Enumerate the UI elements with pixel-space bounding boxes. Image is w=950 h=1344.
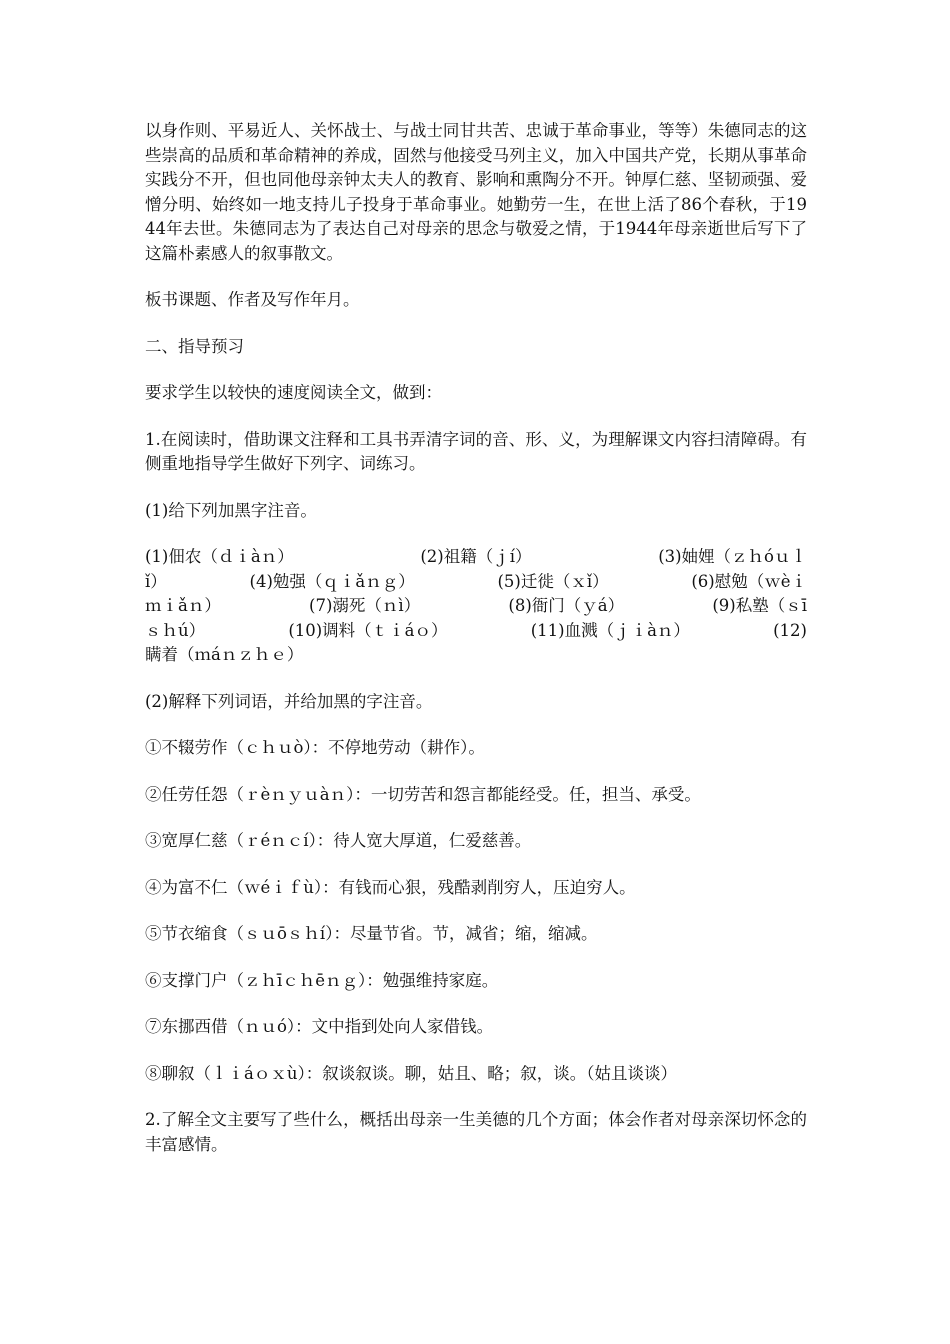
vocab-item: ②任劳任怨（ｒèｎｙｕàｎ）：一切劳苦和怨言都能经受。任，担当、承受。 bbox=[145, 784, 701, 804]
pinyin-line bbox=[145, 594, 807, 619]
vocab-item: ④为富不仁（ｗéｉｆù）：有钱而心狠，残酷剥削穷人，压迫穷人。 bbox=[145, 877, 636, 897]
exercise-1-heading: (1)给下列加黑字注音。 bbox=[145, 500, 317, 520]
vocab-item: ③宽厚仁慈（ｒéｎｃí）：待人宽大厚道，仁爱慈善。 bbox=[145, 831, 532, 850]
vocab-item: ⑦东挪西借（ｎｕó）：文中指到处向人家借钱。 bbox=[145, 1017, 494, 1036]
exercise-2-heading: (2)解释下列词语，并给加黑的字注音。 bbox=[145, 691, 433, 711]
pinyin-item: ｍｉǎｎ） bbox=[145, 596, 221, 615]
intro-paragraph: 以身作则、平易近人、关怀战士、与战士同甘共苦、忠诚于革命事业，等等）朱德同志的这些崇高的品质和革命精神的养成，固然与他接受马列主义，加入中国共产党，长期从事革命实践分不开，但也同他母亲钟太夫人的教育、影响和熏陶分不开。钟厚仁慈、坚韧顽强、爱憎分明、始终如一地支持儿子投身于革命事业。她勤劳一生，在世上活了86个春秋，于1944年去世。朱德同志为了表达自己对母亲的思念与敬爱之情，于1944年母亲逝世后写下了这篇朴素感人的叙事散文。 bbox=[145, 121, 807, 263]
document-body bbox=[145, 119, 807, 1179]
reading-requirement: 要求学生以较快的速度阅读全文，做到： bbox=[145, 383, 442, 402]
task-2-paragraph: 2.了解全文主要写了些什么，概括出母亲一生美德的几个方面；体会作者对母亲深切怀念的丰富感情。 bbox=[145, 1110, 807, 1154]
pinyin-line bbox=[145, 619, 807, 644]
blackboard-note: 板书课题、作者及写作年月。 bbox=[145, 290, 360, 309]
pinyin-item: ǐ） bbox=[145, 571, 167, 591]
pinyin-item: (1)佃农（ｄｉàｎ） bbox=[145, 547, 294, 566]
pinyin-item: (8)衙门（ｙá） bbox=[508, 596, 625, 615]
task-1-paragraph: 1.在阅读时，借助课文注释和工具书弄清字词的音、形、义，为理解课文内容扫清障碍。有侧重地指导学生做好下列字、词练习。 bbox=[145, 429, 807, 473]
pinyin-item: (3)妯娌（ｚｈóｕｌ bbox=[658, 547, 807, 566]
vocab-item: ①不辍劳作（ｃｈｕò）：不停地劳动（耕作）。 bbox=[145, 738, 485, 757]
pinyin-item: (12) bbox=[773, 620, 807, 640]
pinyin-item: (2)祖籍（ｊí） bbox=[420, 547, 532, 566]
pinyin-item: (7)溺死（ｎì） bbox=[309, 596, 421, 615]
vocab-item: ⑤节衣缩食（ｓｕōｓｈí）：尽量节省。节，减省；缩，缩减。 bbox=[145, 924, 598, 943]
pinyin-item: (5)迁徙（ｘǐ） bbox=[497, 571, 609, 591]
pinyin-item: (6)慰勉（ｗèｉ bbox=[691, 571, 807, 591]
pinyin-item: ｓｈú） bbox=[145, 620, 206, 640]
pinyin-item: (10)调料（ｔｉáｏ） bbox=[288, 620, 448, 640]
pinyin-line bbox=[145, 570, 807, 595]
vocab-item: ⑧聊叙（ｌｉáｏｘù）：叙谈叙谈。聊，姑且、略；叙，谈。（姑且谈谈） bbox=[145, 1063, 677, 1083]
pinyin-exercise-list bbox=[145, 545, 807, 668]
pinyin-item: (9)私塾（ｓī bbox=[712, 596, 807, 615]
pinyin-line bbox=[145, 545, 807, 570]
section-heading-guided-preview: 二、指导预习 bbox=[145, 336, 244, 356]
pinyin-item: 瞒着（ｍáｎｚｈｅ） bbox=[145, 645, 304, 664]
pinyin-line bbox=[145, 643, 807, 668]
pinyin-item: (11)血溅（ｊｉàｎ） bbox=[530, 620, 690, 640]
pinyin-item: (4)勉强（ｑｉǎｎｇ） bbox=[249, 571, 415, 591]
vocab-item: ⑥支撑门户（ｚｈīｃｈēｎｇ）：勉强维持家庭。 bbox=[145, 970, 499, 990]
